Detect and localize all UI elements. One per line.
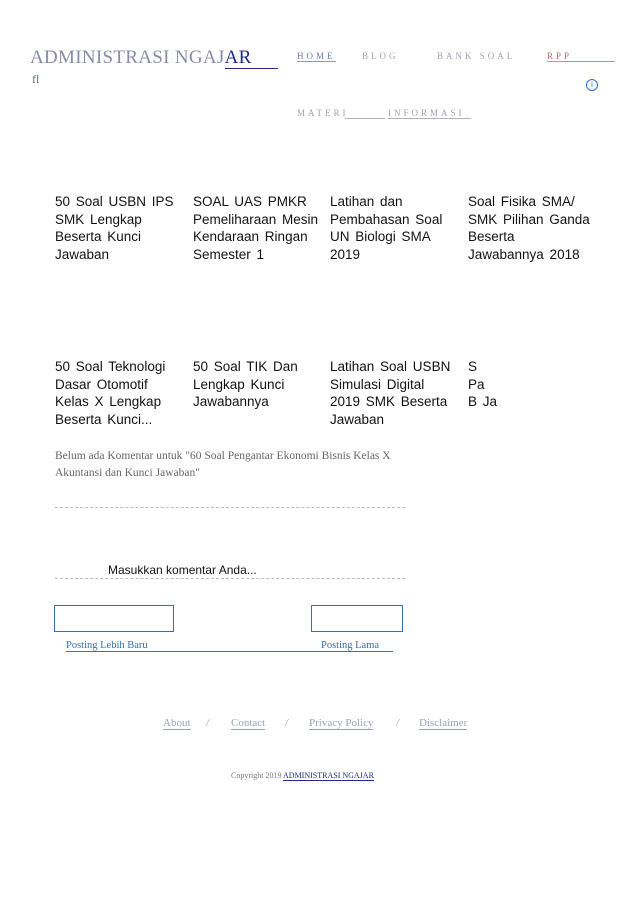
nav-blog[interactable] [362,51,405,61]
newer-post-button[interactable] [54,605,174,632]
related-post-link[interactable]: 50 Soal TIK Dan Lengkap Kunci Jawabannya [193,359,298,409]
nav-blog-label: BLOG [362,51,399,61]
nav-rpp-label: RPP [547,51,573,61]
copyright-text: Copyright 2019 [231,771,282,780]
related-post-link[interactable]: Latihan dan Pembahasan Soal UN Biologi SMA 2019 [330,194,443,262]
nav-bank-soal-label: BANK SOAL [437,51,516,61]
nav-materi[interactable] [297,108,355,118]
nav-home-label: HOME [297,51,336,61]
newer-post-link[interactable]: Posting Lebih Baru [66,640,148,651]
related-post-link[interactable]: Latihan Soal USBN Simulasi Digital 2019 SMK Beserta Jawaban [330,359,451,427]
copyright-link[interactable]: ADMINISTRASI NGAJAR [283,771,374,780]
older-post-link[interactable]: Posting Lama [321,640,380,651]
related-post-link[interactable]: 50 Soal USBN IPS SMK Lengkap Beserta Kunci Jawaban [55,194,174,262]
footer-separator: / [206,717,210,729]
nav-informasi[interactable] [388,108,471,119]
site-title-tail: AR [225,47,278,69]
comment-input-underline [55,578,405,579]
footer-separator: / [396,717,400,729]
related-post-link[interactable]: 50 Soal Teknologi Dasar Otomotif Kelas X Lengkap Beserta Kunci... [55,359,166,427]
pager-underline [66,651,393,652]
nav-rpp[interactable] [547,51,615,62]
copyright [231,771,374,780]
related-post-link[interactable]: S Pa B Ja [468,359,498,409]
related-post-link[interactable]: Soal Fisika SMA/ SMK Pilihan Ganda Beserta Jawabannya 2018 [468,194,590,262]
info-icon[interactable]: i [586,79,598,91]
no-comment-text: Belum ada Komentar untuk "60 Soal Pengantar Ekonomi Bisnis Kelas X Akuntansi dan Kunci Jawaban" [55,450,391,479]
footer-link-privacy[interactable]: Privacy Policy [309,717,374,729]
nav-home[interactable] [297,51,336,62]
nav-materi-label: MATERI [297,108,349,118]
nav-bank-soal[interactable] [437,51,521,61]
older-post-button[interactable] [311,605,403,632]
site-title[interactable] [30,47,278,69]
divider [55,507,405,508]
related-post-link[interactable]: SOAL UAS PMKR Pemeliharaan Mesin Kendaraan Ringan Semester 1 [193,194,319,262]
comment-input[interactable] [108,561,348,579]
footer-separator: / [285,717,289,729]
footer-link-contact[interactable]: Contact [231,717,266,729]
title-glyph: fl [32,72,40,86]
site-title-main: ADMINISTRASI NGAJ [30,47,225,68]
nav-underline [345,118,385,119]
footer-link-about[interactable]: About [163,717,191,729]
nav-informasi-label: INFORMASI [388,108,465,118]
footer-link-disclaimer[interactable]: Disclaimer [419,717,468,729]
